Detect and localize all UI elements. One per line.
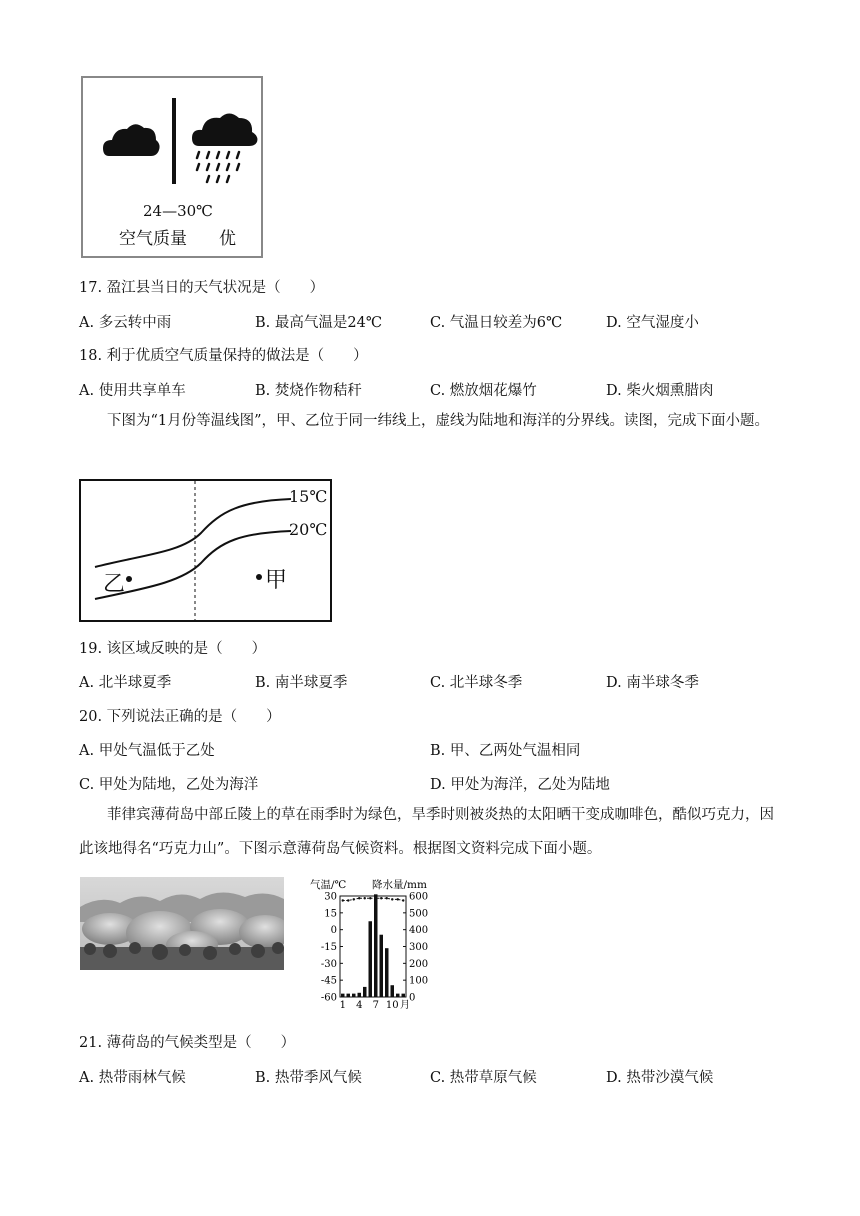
q20-option-b[interactable]: B. 甲、乙两处气温相同 [430,743,581,759]
point-jia-marker [256,574,262,580]
temperature-point [391,898,393,900]
y-tick-label: -15 [320,942,337,953]
intro-paragraph-21: 菲律宾薄荷岛中部丘陵上的草在雨季时为绿色，旱季时则被炎热的太阳晒干变成咖啡色，酷似巧克力，因此该地得名“巧克力山”。下图示意薄荷岛气候资料。根据图文资料完成下面小题。 [79,807,774,857]
temperature-line [343,898,404,900]
isotherm-map [79,479,332,622]
y-tick-label: 30 [324,891,337,903]
plot-frame [340,896,406,997]
temperature-point [402,899,404,901]
intro-paragraph-19-20: 下图为“1月份等温线图”，甲、乙位于同一纬线上，虚线为陆地和海洋的分界线。读图，完成下面小题。 [107,413,770,429]
isotherm-15-label: 15℃ [289,487,328,506]
y2-tick-label: 400 [409,925,429,937]
q21-option-d[interactable]: D. 热带沙漠气候 [606,1070,714,1086]
precipitation-bar [380,935,384,997]
weather-card [81,76,263,258]
y-tick-label: -45 [320,975,337,987]
air-quality-value: 优 [219,229,236,249]
temperature-point [380,897,382,899]
temperature-point [342,899,344,901]
x-tick-label: 4 [356,1000,363,1011]
q21-option-b[interactable]: B. 热带季风气候 [255,1070,362,1086]
y-axis-title: 气温/℃ [310,879,347,891]
q17-option-b[interactable]: B. 最高气温是24℃ [255,315,383,331]
point-jia-label: 甲 [265,568,288,593]
precipitation-bar [391,985,395,997]
precipitation-bar [347,994,351,997]
x-tick-label: 7 [372,1000,379,1011]
temperature-point [364,897,366,899]
x-tick-label: 10 [385,1000,399,1011]
y2-tick-label: 100 [409,975,429,987]
temperature-point [358,897,360,899]
y-tick-label: 0 [330,925,337,937]
isotherm-20-label: 20℃ [289,520,328,539]
x-tick-label: 1 [339,1000,346,1011]
point-yi-marker [126,576,132,582]
q18-option-d[interactable]: D. 柴火烟熏腊肉 [606,383,714,399]
temperature-range: 24—30℃ [143,202,213,220]
q18-option-b[interactable]: B. 焚烧作物秸秆 [255,383,362,399]
y2-tick-label: 600 [409,891,429,903]
climate-chart [306,874,446,1014]
precipitation-bar [352,994,356,997]
temperature-point [386,897,388,899]
x-axis-unit: 月 [400,1000,410,1011]
temperature-point [375,897,377,899]
temperature-point [347,899,349,901]
temperature-point [369,897,371,899]
y2-tick-label: 0 [409,992,416,1004]
temperature-point [397,898,399,900]
y2-tick-label: 500 [409,908,429,920]
rain-cloud-icon [192,114,257,183]
question-21-stem: 21. 薄荷岛的气候类型是（ ） [79,1035,296,1051]
q21-option-a[interactable]: A. 热带雨林气候 [79,1070,186,1086]
divider [172,98,176,184]
precipitation-bar [385,948,389,997]
temperature-point [353,898,355,900]
question-19-stem: 19. 该区域反映的是（ ） [79,641,267,657]
precipitation-bar [374,894,378,997]
y-tick-label: 15 [324,908,337,920]
air-quality-label: 空气质量 [119,229,187,249]
precipitation-bar [402,994,406,997]
y2-axis-title: 降水量/mm [372,879,427,891]
precipitation-bar [363,987,367,997]
precipitation-bar [369,921,373,997]
climate-chart-svg [306,874,446,1014]
q17-option-c[interactable]: C. 气温日较差为6℃ [430,315,563,331]
q19-option-a[interactable]: A. 北半球夏季 [79,675,172,691]
precipitation-bar [396,994,400,997]
chocolate-hills-photo [80,877,284,970]
q18-option-a[interactable]: A. 使用共享单车 [79,383,186,399]
question-20-stem: 20. 下列说法正确的是（ ） [79,709,281,725]
q19-option-b[interactable]: B. 南半球夏季 [255,675,348,691]
precipitation-bar [341,994,345,997]
y2-tick-label: 200 [409,958,429,970]
q18-option-c[interactable]: C. 燃放烟花爆竹 [430,383,537,399]
question-18-stem: 18. 利于优质空气质量保持的做法是（ ） [79,348,368,364]
q21-option-c[interactable]: C. 热带草原气候 [430,1070,537,1086]
y-tick-label: -60 [320,992,337,1004]
q17-option-d[interactable]: D. 空气湿度小 [606,315,699,331]
precipitation-bar [358,993,362,997]
q20-option-d[interactable]: D. 甲处为海洋，乙处为陆地 [430,777,610,793]
q19-option-d[interactable]: D. 南半球冬季 [606,675,699,691]
y-tick-label: -30 [320,958,337,970]
q17-option-a[interactable]: A. 多云转中雨 [79,315,172,331]
q20-option-c[interactable]: C. 甲处为陆地，乙处为海洋 [79,777,259,793]
q19-option-c[interactable]: C. 北半球冬季 [430,675,523,691]
cloud-icon [103,124,160,156]
q20-option-a[interactable]: A. 甲处气温低于乙处 [79,743,215,759]
point-yi-label: 乙 [103,572,126,597]
y2-tick-label: 300 [409,942,429,953]
question-17-stem: 17. 盈江县当日的天气状况是（ ） [79,280,325,296]
